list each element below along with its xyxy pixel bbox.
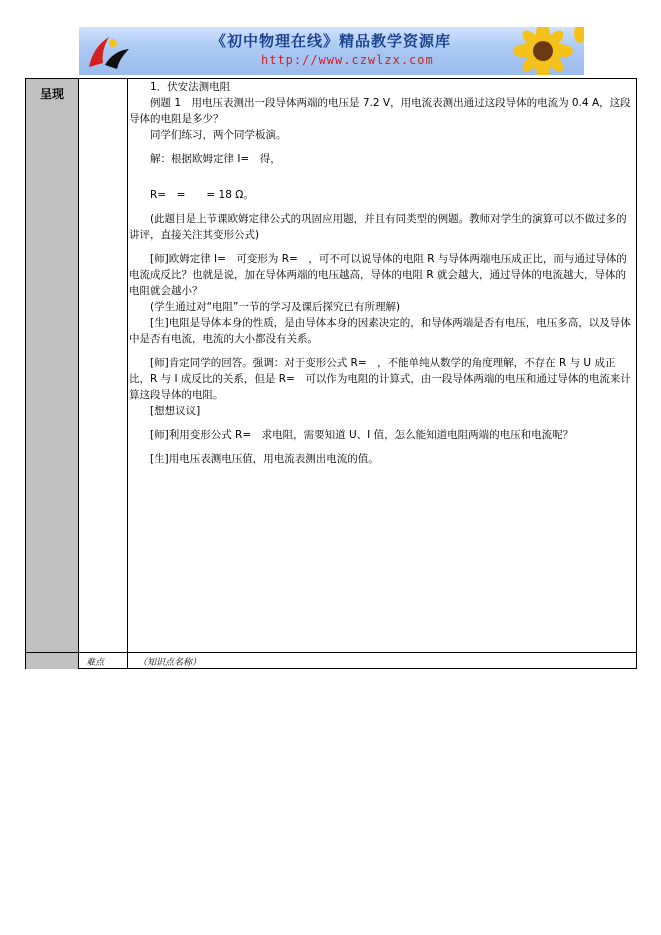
solution-result: R= = = 18 Ω。 [150, 189, 254, 201]
divider [26, 652, 636, 653]
example-question: 例题 1 用电压表测出一段导体两端的电压是 7.2 V，用电流表测出通过这段导体的电流为 0.4 A，这段导体的电阻是多少？ [129, 97, 631, 125]
teacher-question: [师]欧姆定律 I= 可变形为 R= ，可不可以说导体的电阻 R 与导体两端电压成正比，而与通过导体的电流成反比？也就是说，加在导体两端的电压越高，导体的电阻 R 就会越大，通过导体的电流越大，导体的电阻就会越小？ [129, 253, 627, 297]
banner-title: 《初中物理在线》精品教学资源库 [211, 32, 452, 50]
student-followup: [生]用电压表测电压值，用电流表测出电流的值。 [150, 453, 379, 465]
divider [78, 79, 79, 668]
header-banner [79, 27, 584, 75]
section-cell [26, 79, 78, 652]
teacher-emphasis: [师]肯定同学的回答。强调：对于变形公式 R= ，不能单纯从数学的角度理解，不存在 R 与 U 成正比，R 与 I 成反比的关系，但是 R= 可以作为电阻的计算式，由一段导体两端的电压和通过导体的电流来计算这段导体的电阻。 [129, 357, 631, 401]
site-logo [83, 29, 135, 73]
footer-label: 难点 [86, 658, 105, 668]
footer-hint: （知识点名称） [138, 658, 202, 668]
lesson-table [25, 78, 637, 669]
heading-line: 1．伏安法测电阻 [150, 81, 231, 93]
student-note: (学生通过对“电阻”一节的学习及课后探究已有所理解) [150, 301, 401, 313]
banner-url[interactable]: http://www.czwlzx.com [261, 53, 434, 67]
divider [127, 79, 128, 668]
section-label: 呈现 [40, 87, 65, 101]
discussion-label: [想想议议] [150, 405, 201, 417]
sunflower-image [498, 27, 584, 75]
footer-gray-cell [26, 653, 78, 669]
teacher-note: (此题目是上节课欧姆定律公式的巩固应用题，并且有同类型的例题。教师对学生的演算可以不做过多的讲评，直接关注其变形公式) [129, 213, 627, 241]
practice-note: 同学们练习，两个同学板演。 [150, 129, 287, 141]
teacher-followup: [师]利用变形公式 R= 求电阻，需要知道 U、I 值，怎么能知道电阻两端的电压和电流呢？ [150, 429, 574, 441]
solution-line: 解：根据欧姆定律 I= 得， [150, 153, 281, 165]
lesson-content [129, 79, 635, 467]
student-answer: [生]电阻是导体本身的性质，是由导体本身的因素决定的，和导体两端是否有电压，电压多高，以及导体中是否有电流，电流的大小都没有关系。 [129, 317, 631, 345]
